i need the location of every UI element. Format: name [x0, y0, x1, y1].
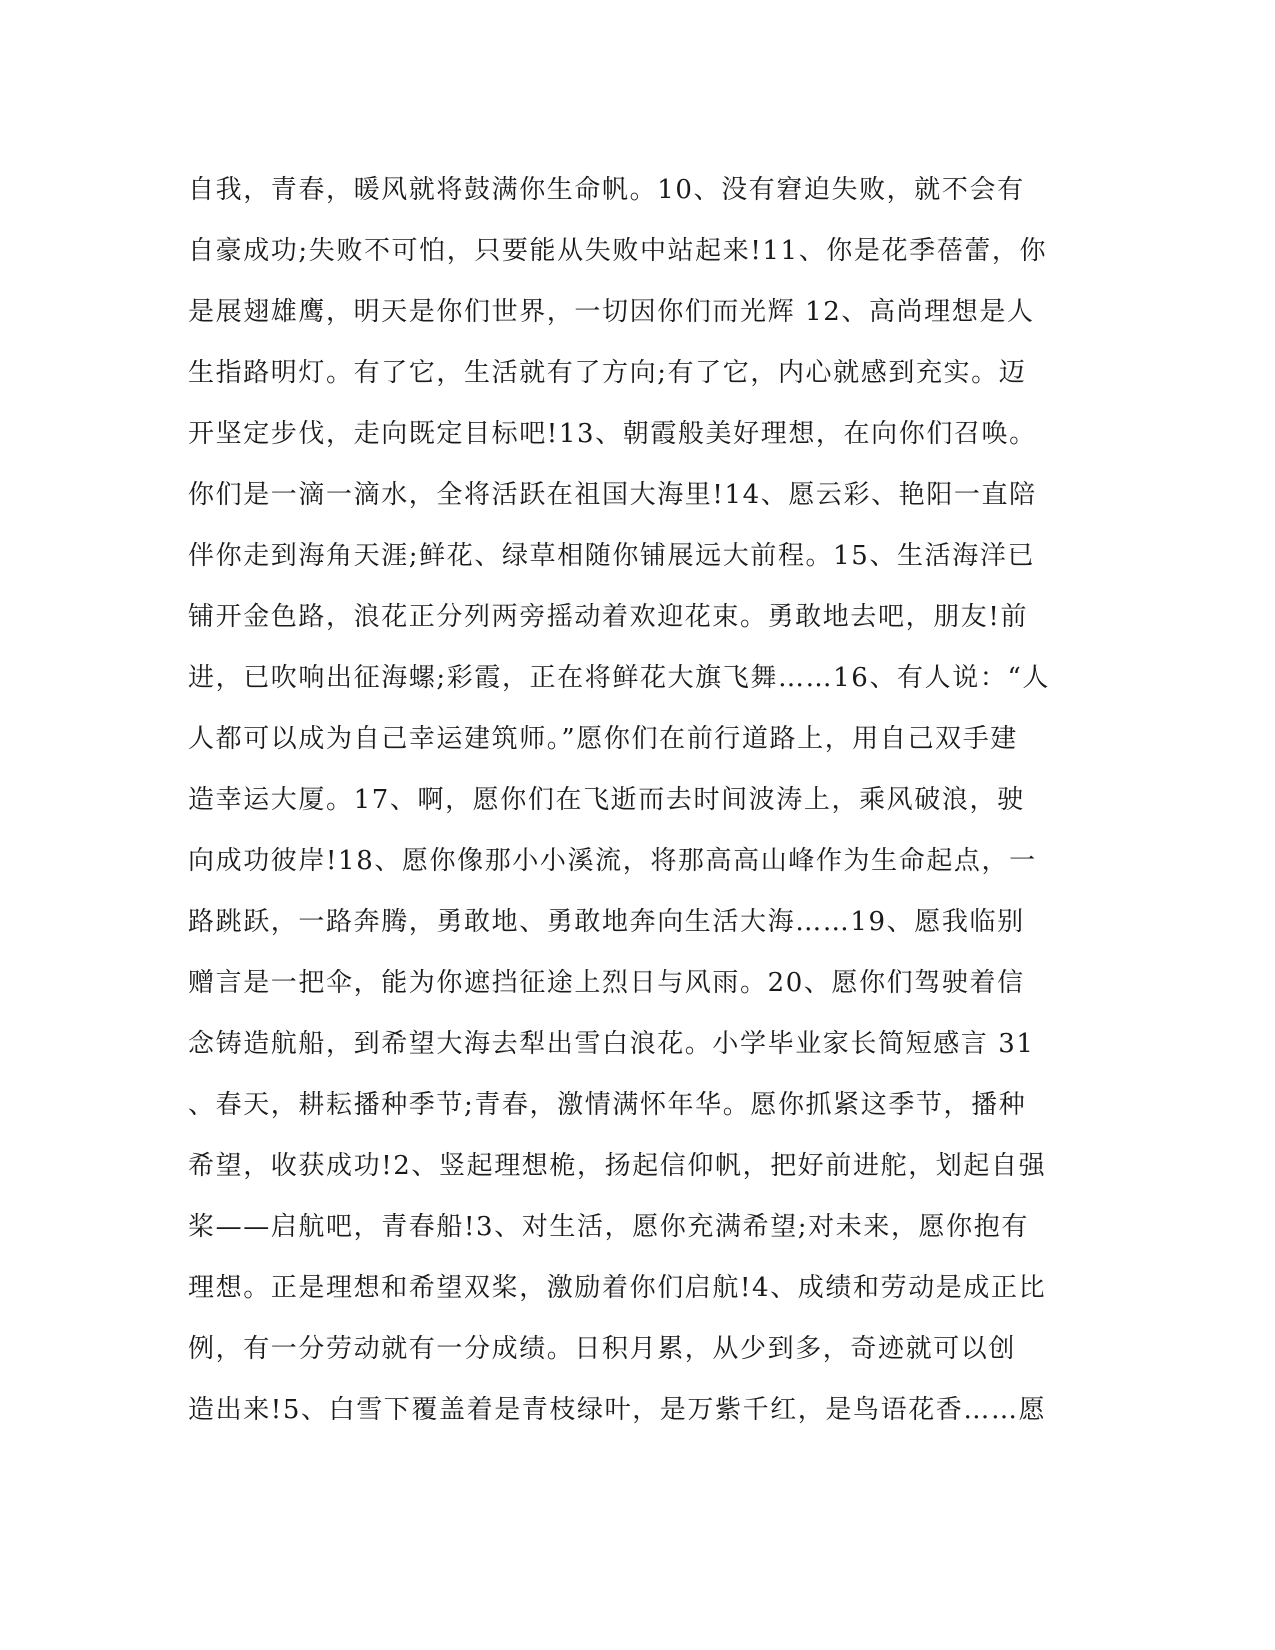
text-line: 赠言是一把伞，能为你遮挡征途上烈日与风雨。20、愿你们驾驶着信	[188, 968, 1025, 998]
text-line: 念铸造航船，到希望大海去犁出雪白浪花。小学毕业家长简短感言 31	[188, 1029, 1035, 1059]
text-line: 生指路明灯。有了它，生活就有了方向;有了它，内心就感到充实。迈	[188, 358, 1027, 388]
text-line: 向成功彼岸!18、愿你像那小小溪流，将那高高山峰作为生命起点，一	[188, 846, 1037, 876]
text-line: 、春天，耕耘播种季节;青春，激情满怀年华。愿你抓紧这季节，播种	[188, 1090, 1027, 1120]
text-line: 希望，收获成功!2、竖起理想桅，扬起信仰帆，把好前进舵，划起自强	[188, 1151, 1047, 1181]
text-line: 例，有一分劳动就有一分成绩。日积月累，从少到多，奇迹就可以创	[188, 1334, 1017, 1364]
text-line: 开坚定步伐，走向既定目标吧!13、朝霞般美好理想，在向你们召唤。	[188, 419, 1037, 449]
text-line: 自我，青春，暖风就将鼓满你生命帆。10、没有窘迫失败，就不会有	[188, 175, 1025, 205]
body-text	[188, 160, 1088, 1441]
text-line: 进，已吹响出征海螺;彩霞，正在将鲜花大旗飞舞……16、有人说：“人	[188, 663, 1050, 693]
text-line: 桨——启航吧，青春船!3、对生活，愿你充满希望;对未来，愿你抱有	[188, 1212, 1029, 1242]
text-line: 自豪成功;失败不可怕，只要能从失败中站起来!11、你是花季蓓蕾，你	[188, 236, 1048, 266]
text-line: 人都可以成为自己幸运建筑师。”愿你们在前行道路上，用自己双手建	[188, 724, 1018, 754]
text-line: 你们是一滴一滴水，全将活跃在祖国大海里!14、愿云彩、艳阳一直陪	[188, 480, 1037, 510]
text-line: 理想。正是理想和希望双桨，激励着你们启航!4、成绩和劳动是成正比	[188, 1273, 1047, 1303]
text-line: 路跳跃，一路奔腾，勇敢地、勇敢地奔向生活大海……19、愿我临别	[188, 907, 1025, 937]
text-line: 铺开金色路，浪花正分列两旁摇动着欢迎花束。勇敢地去吧，朋友!前	[188, 602, 1029, 632]
text-line: 造出来!5、白雪下覆盖着是青枝绿叶，是万紫千红，是鸟语花香……愿	[188, 1395, 1047, 1425]
text-line: 造幸运大厦。17、啊，愿你们在飞逝而去时间波涛上，乘风破浪，驶	[188, 785, 1025, 815]
text-line: 是展翅雄鹰，明天是你们世界，一切因你们而光辉 12、高尚理想是人	[188, 297, 1035, 327]
text-line: 伴你走到海角天涯;鲜花、绿草相随你铺展远大前程。15、生活海洋已	[188, 541, 1036, 571]
